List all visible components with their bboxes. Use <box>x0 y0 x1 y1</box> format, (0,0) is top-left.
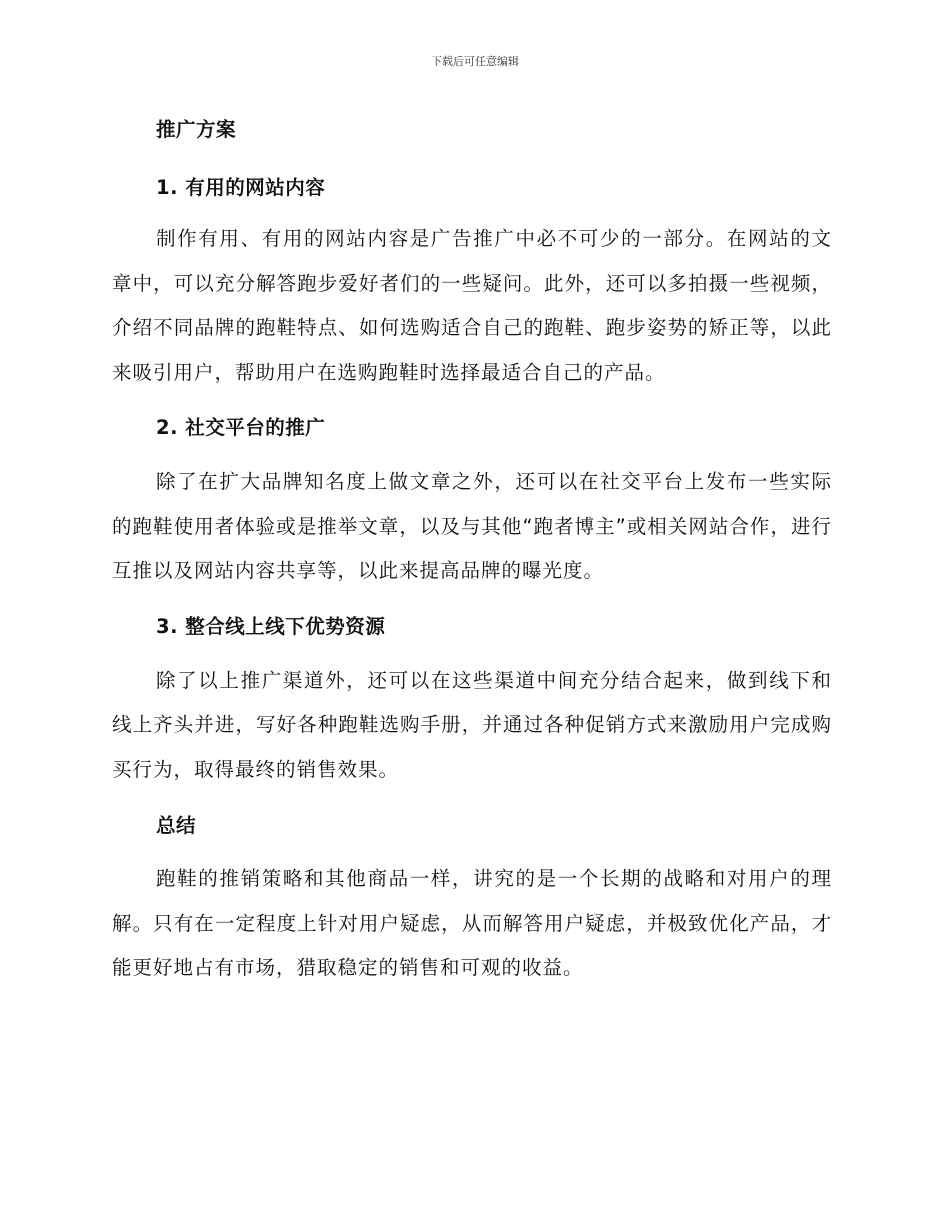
document-title: 推广方案 <box>156 118 237 141</box>
section-paragraph-summary: 跑鞋的推销策略和其他商品一样，讲究的是一个长期的战略和对用户的理解。只有在一定程度上针对用户疑虑，从而解答用户疑虑，并极致优化产品，才能更好地占有市场，猎取稳定的销售和可观的收益。 <box>112 867 832 979</box>
page-header-note: 下载后可任意编辑 <box>431 55 519 68</box>
section-heading-social-platform: 2. 社交平台的推广 <box>156 416 326 439</box>
section-heading-website-content: 1. 有用的网站内容 <box>156 176 326 199</box>
section-paragraph-website-content: 制作有用、有用的网站内容是广告推广中必不可少的一部分。在网站的文章中，可以充分解答跑步爱好者们的一些疑问。此外，还可以多拍摄一些视频，介绍不同品牌的跑鞋特点、如何选购适合自己的跑鞋、跑步姿势的矫正等，以此来吸引用户，帮助用户在选购跑鞋时选择最适合自己的产品。 <box>112 227 832 384</box>
section-paragraph-social-platform: 除了在扩大品牌知名度上做文章之外，还可以在社交平台上发布一些实际的跑鞋使用者体验或是推举文章，以及与其他“跑者博主”或相关网站合作，进行互推以及网站内容共享等，以此来提高品牌的曝光度。 <box>112 470 832 582</box>
section-heading-online-offline: 3. 整合线上线下优势资源 <box>156 614 386 638</box>
document-body <box>112 114 832 991</box>
section-heading-summary: 总结 <box>156 814 197 837</box>
section-paragraph-online-offline: 除了以上推广渠道外，还可以在这些渠道中间充分结合起来，做到线下和线上齐头并进，写好各种跑鞋选购手册，并通过各种促销方式来激励用户完成购买行为，取得最终的销售效果。 <box>112 668 832 781</box>
